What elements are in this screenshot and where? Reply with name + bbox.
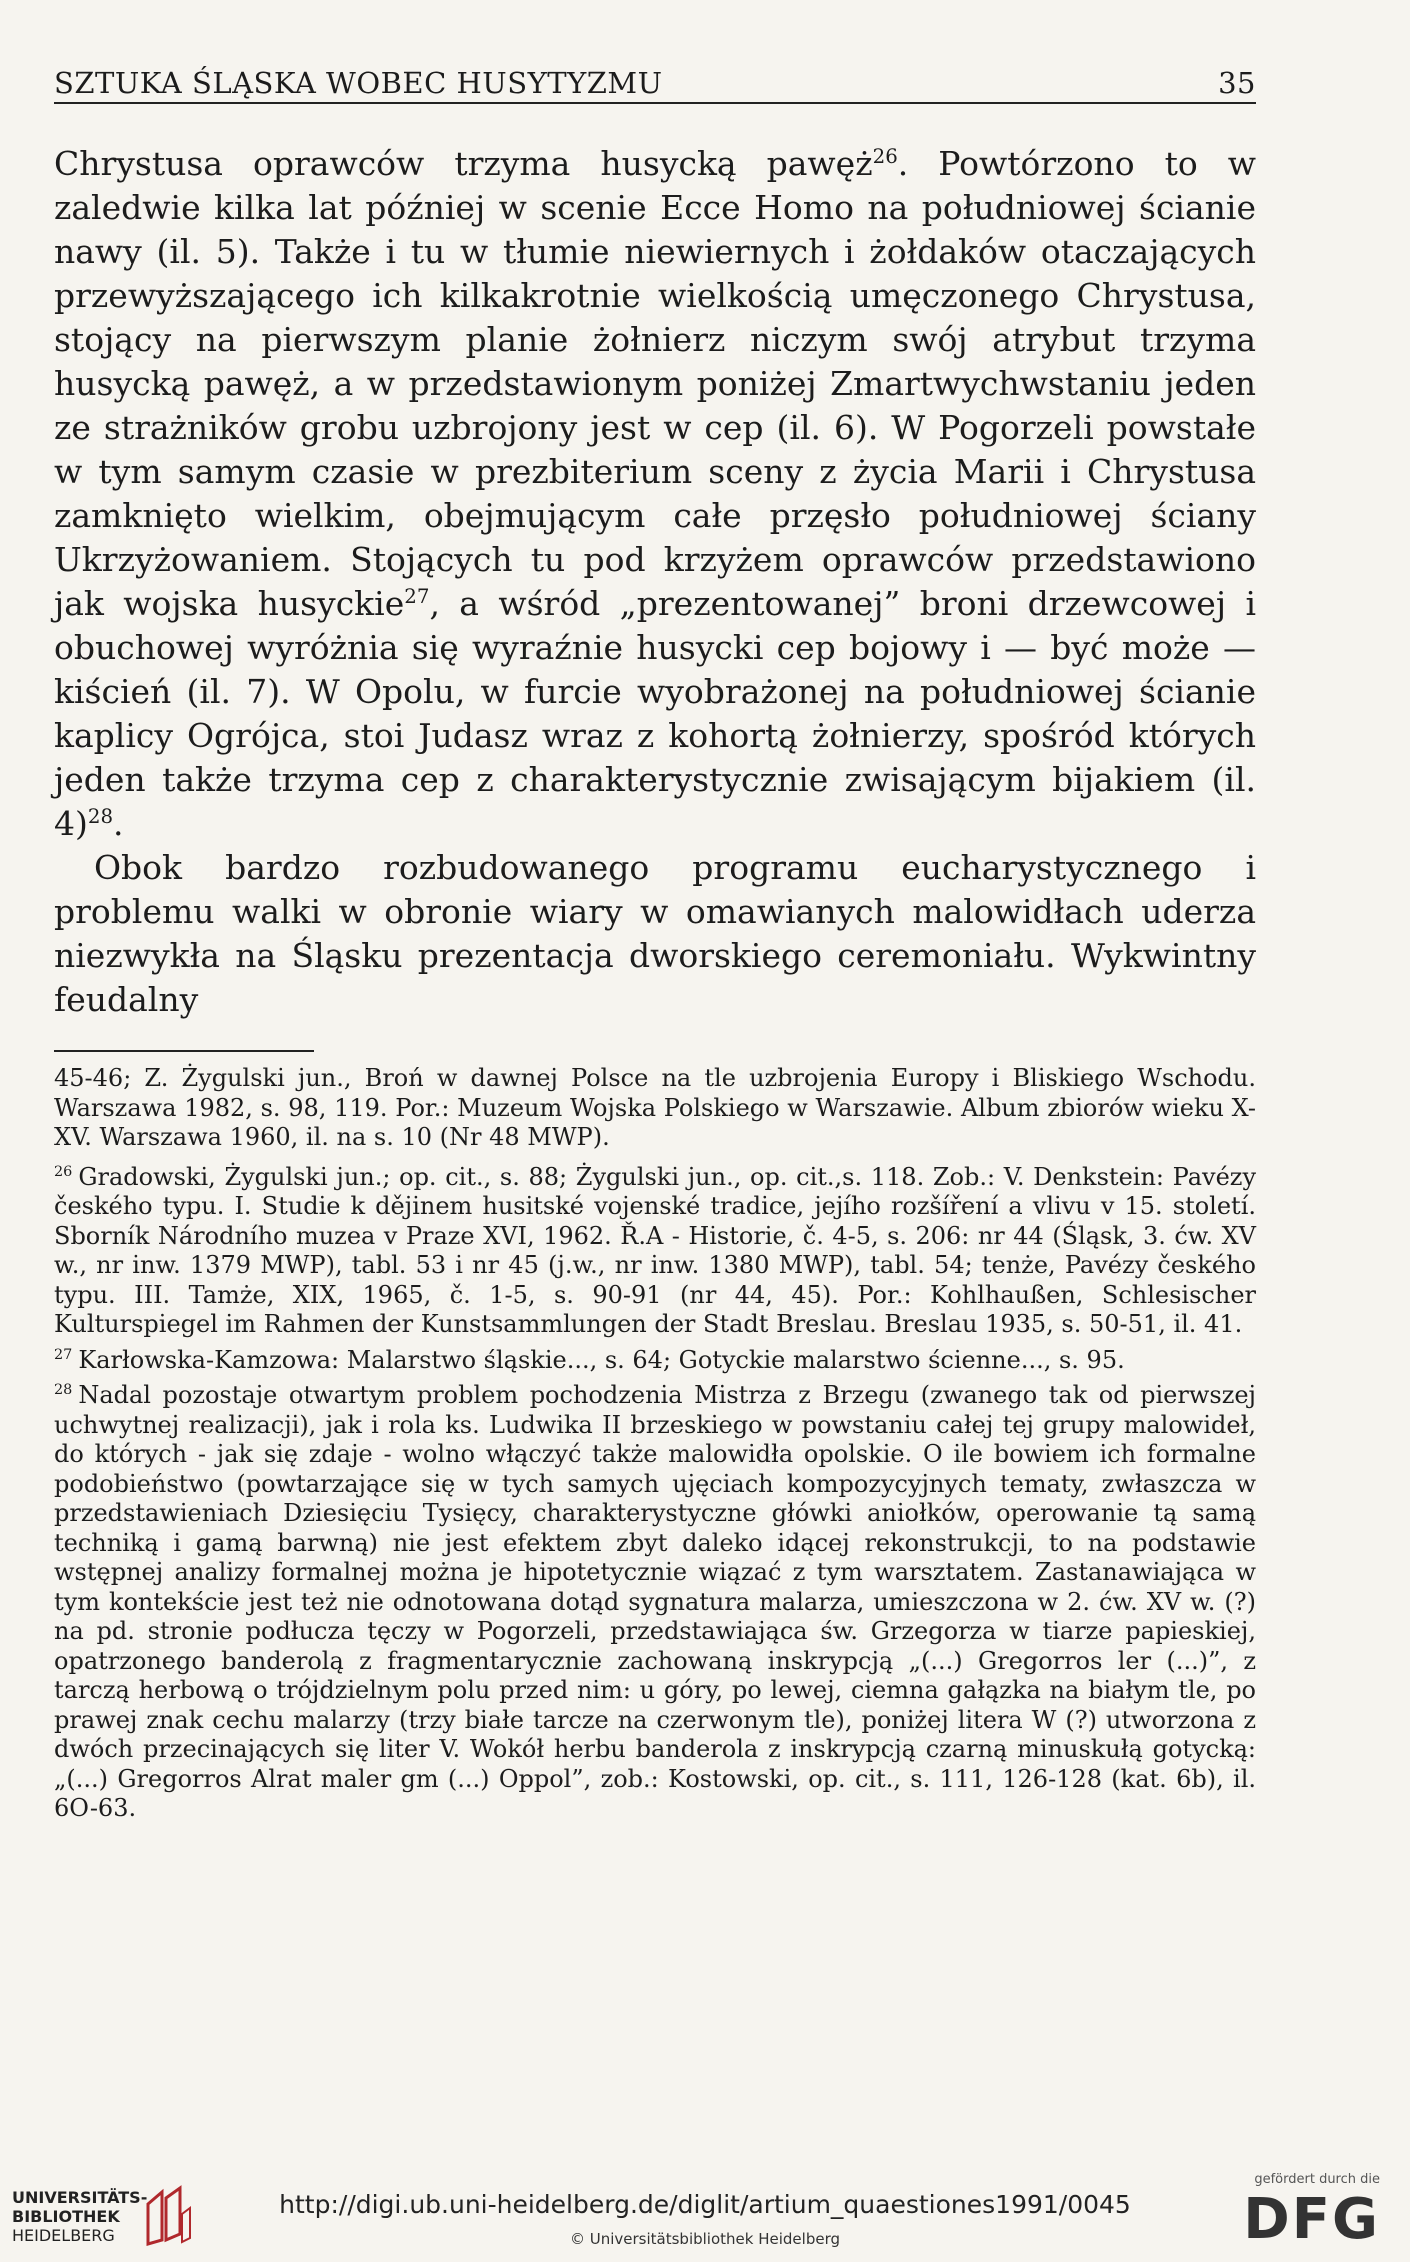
footnote-continuation: 45-46; Z. Żygulski jun., Broń w dawnej Polsce na tle uzbrojenia Europy i Bliskiego Wschodu. Warszawa 1982, s. 98, 119. Por.: Muzeum Wojska Polskiego w Warszawie. Album zbiorów wieku X-XV. Warszawa 1960, il. na s. 10 (Nr 48 MWP). [54,1064,1256,1151]
footnote-number: 26 [54,1163,73,1180]
footnote-number: 27 [54,1346,73,1363]
library-name: UNIVERSITÄTS- BIBLIOTHEK HEIDELBERG [12,2188,148,2245]
page-number: 35 [1218,66,1256,100]
footnote-number: 28 [54,1382,73,1398]
footnote-ref-28[interactable]: 28 [87,805,114,828]
running-title: SZTUKA ŚLĄSKA WOBEC HUSYTYZMU [54,66,663,100]
footnote-divider [54,1050,314,1052]
footnote-ref-27[interactable]: 27 [404,585,430,608]
footnote-27: $^{27}$ Karłowska-Kamzowa: Malarstwo śląskie..., s. 64; Gotyckie malarstwo ścienne..., s. 95. [54,1345,1125,1374]
footnote-26: $^{26}$ Gradowski, Żygulski jun.; op. cit., s. 88; Żygulski jun., op. cit.,s. 118. Zob.: V. Denkstein: Pavézy českého typu. I. Studie k dějinem husitské vojenské tradice, jejího rozšíření a vlivu v 15. století. Sborník Národního muzea v Praze XVI, 1962. Ř.A - Historie, č. 4-5, s. 206: nr 44 (Śląsk, 3. ćw. XV w., nr inw. 1379 MWP), tabl. 53 i nr 45 (j.w., nr inw. 1380 MWP), tabl. 54; tenże, Pavézy českého typu. III. Tamże, XIX, 1965, č. 1-5, s. 90-91 (nr 44, 45). Por.: Kohlhaußen, Schlesischer Kulturspiegel im Rahmen der Kunstsammlungen der Stadt Breslau. Breslau 1935, s. 50-51, il. 41. [54,1162,1256,1338]
running-header [54,62,1256,104]
footnotes [54,1064,1256,1830]
paragraph-2: Obok bardzo rozbudowanego programu eucharystycznego i problemu walki w obronie wiary w omawianych malowidłach uderza niezwykła na Śląsku prezentacja dworskiego ceremoniału. Wykwintny feudalny [54,848,1256,1019]
funding-note: gefördert durch die [1254,2172,1380,2187]
digitization-footer [0,2168,1410,2262]
source-url-link[interactable]: http://digi.ub.uni-heidelberg.de/diglit/artium_quaestiones1991/0045 [279,2190,1131,2219]
main-text [54,142,1256,1022]
footnote-ref-26[interactable]: 26 [872,145,898,168]
copyright-note: © Universitätsbibliothek Heidelberg [569,2230,840,2248]
footnote-28: $^{28}$ Nadal pozostaje otwartym problem pochodzenia Mistrza z Brzegu (zwanego tak od pierwszej uchwytnej realizacji), jak i rola ks. Ludwika II brzeskiego w powstaniu całej tej grupy malowideł, do których - jak się zdaje - wolno włączyć także malowidła opolskie. O ile bowiem ich formalne podobieństwo (powtarzające się w tych samych ujęciach kompozycyjnych tematy, zwłaszcza w przedstawieniach Dziesięciu Tysięcy, charakterystyczne główki aniołków, operowanie tą samą techniką i gamą barwną) nie jest efektem zbyt daleko idącej rekonstrukcji, to na podstawie wstępnej analizy formalnej można je hipotetycznie wiązać z tym warsztatem. Zastanawiająca w tym kontekście jest też nie odnotowana dotąd sygnatura malarza, umieszczona w 2. ćw. XV w. (?) na pd. stronie podłucza tęczy w Pogorzeli, przedstawiająca św. Grzegorza w tiarze papieskiej, opatrzonego banderolą z fragmentarycznie zachowaną inskrypcją „(...) Gregorros ler (...)”, z tarczą herbową o trójdzielnym polu przed nim: u góry, po lewej, ciemna gałązka na białym tle, po prawej znak cechu malarzy (trzy białe tarcze na czerwonym tle), poniżej litera W (?) utworzona z dwóch przecinających się liter V. Wokół herbu banderola z inskrypcją czarną minuskułą gotycką: „(...) Gregorros Alrat maler gm (...) Oppol”, zob.: Kostowski, op. cit., s. 111, 126-128 (kat. 6b), il. 6O-63. [54,1381,1256,1822]
dfg-logo: DFG [1243,2187,1380,2252]
paragraph-1: Chrystusa oprawców trzyma husycką pawęż$^{26}$. Powtórzono to w zaledwie kilka lat później w scenie Ecce Homo na południowej ścianie nawy (il. 5). Także i tu w tłumie niewiernych i żołdaków otaczających przewyższającego ich kilkakrotnie wielkością umęczonego Chrystusa, stojący na pierwszym planie żołnierz niczym swój atrybut trzyma husycką pawęż, a w przedstawionym poniżej Zmartwychwstaniu jeden ze strażników grobu uzbrojony jest w cep (il. 6). W Pogorzeli powstałe w tym samym czasie w prezbiterium sceny z życia Marii i Chrystusa zamknięto wielkim, obejmującym całe przęsło południowej ściany Ukrzyżowaniem. Stojących tu pod krzyżem oprawców przedstawiono jak wojska husyckie$^{27}$, a wśród „prezentowanej” broni drzewcowej i obuchowej wyróżnia się wyraźnie husycki cep bojowy i — być może — kiścień (il. 7). W Opolu, w furcie wyobrażonej na południowej ścianie kaplicy Ogrójca, stoi Judasz wraz z kohortą żołnierzy, spośród których jeden także trzyma cep z charakterystycznie zwisającym bijakiem (il. 4)$^{28}$. [54,144,1256,843]
